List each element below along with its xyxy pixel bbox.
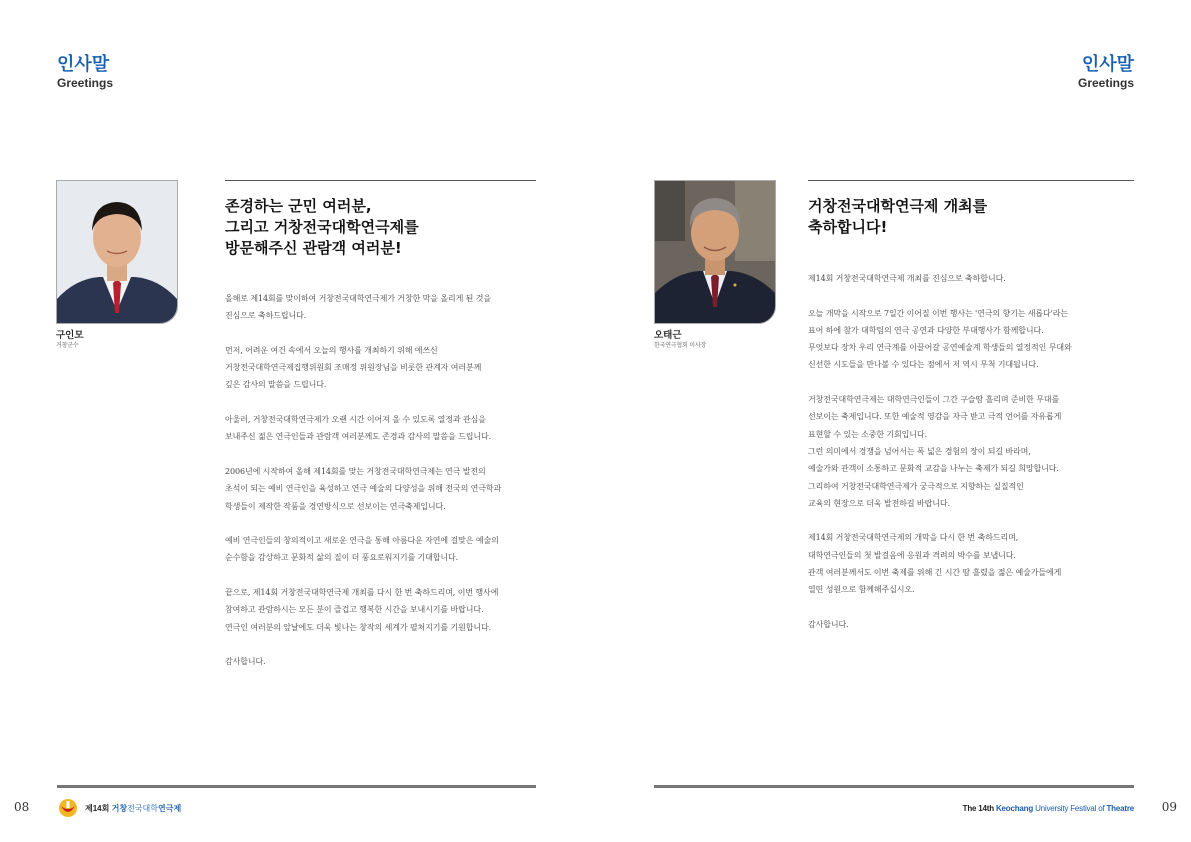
body-line: 올해로 제14회를 맞이하여 거창전국대학연극제가 거창한 막을 올리게 된 것을 — [225, 294, 491, 303]
heading-line: 거창전국대학연극제 개최를 — [808, 197, 988, 215]
body-line: 열띤 성원으로 함께해주십시오. — [808, 585, 915, 595]
greeting-heading — [808, 196, 987, 238]
body-line: 대학연극인들의 첫 발걸음에 응원과 격려의 박수를 보냅니다. — [808, 550, 1016, 560]
body-line: 관객 여러분께서도 이번 축제를 위해 긴 시간 땀 흘렸을 젊은 예술가들에게 — [808, 568, 1062, 578]
heading-line: 그리고 거창전국대학연극제를 — [225, 218, 419, 236]
heading-line: 방문해주신 관람객 여러분! — [225, 239, 402, 257]
footer-light: 전국대학 — [127, 803, 158, 813]
page-header — [57, 54, 113, 90]
footer-light: University Festival of — [1033, 804, 1107, 813]
body-line: 그리하여 거창전국대학연극제가 궁극적으로 지향하는 실질적인 — [808, 481, 1024, 491]
body-line: 제14회 거창전국대학연극제 개최를 진심으로 축하합니다. — [808, 274, 1006, 283]
footer-accent: 거창 — [111, 803, 128, 813]
footer-prefix: 제14회 — [85, 803, 110, 813]
left-page — [0, 0, 595, 842]
body-line: 연극인 여러분의 앞날에도 더욱 빛나는 창작의 세계가 펼쳐지기를 기원합니다. — [225, 622, 492, 632]
body-line: 순수함을 감상하고 문화적 삶의 질이 더 풍요로워지기를 기대합니다. — [225, 553, 459, 563]
body-paragraph — [808, 616, 1138, 633]
body-line: 교육의 현장으로 더욱 발전하길 바랍니다. — [808, 498, 950, 508]
right-page — [596, 0, 1191, 842]
top-rule — [225, 180, 536, 181]
festival-logo-icon — [57, 798, 79, 818]
header-title-en: Greetings — [1077, 76, 1134, 90]
body-line: 제14회 거창전국대학연극제의 개막을 다시 한 번 축하드리며, — [808, 533, 1019, 543]
body-line: 오늘 개막을 시작으로 7일간 이어질 이번 행사는 '연극의 향기는 새롭다'라는 — [808, 308, 1069, 318]
person-name: 구인모 — [56, 330, 84, 341]
body-line: 표현할 수 있는 소중한 기회입니다. — [808, 429, 928, 439]
body-line: 선보이는 축제입니다. 또한 예술적 영감을 자극 받고 극적 언어를 자유롭게 — [808, 412, 1062, 422]
body-line: 감사합니다. — [225, 657, 266, 667]
footer-accent: Keochang — [995, 804, 1034, 813]
festival-footer — [963, 804, 1134, 813]
header-title-ko: 인사말 — [57, 54, 110, 75]
body-line: 그런 의미에서 경쟁을 넘어서는 폭 넓은 경험의 장이 되길 바라며, — [808, 446, 1031, 456]
body-paragraph — [225, 653, 545, 670]
body-line: 끝으로, 제14회 거창전국대학연극제 개최를 다시 한 번 축하드리며, 이번 행사에 — [225, 588, 499, 598]
body-paragraph — [225, 463, 545, 515]
body-paragraph — [225, 342, 545, 394]
footer-prefix: The 14th — [962, 804, 996, 813]
body-line: 진심으로 축하드립니다. — [225, 311, 307, 321]
footer-title — [85, 803, 181, 814]
heading-line: 축하합니다! — [808, 218, 888, 236]
greeting-body — [808, 270, 1138, 651]
body-paragraph — [225, 290, 545, 325]
person-name: 오태근 — [654, 330, 682, 341]
body-line: 2006년에 시작하여 올해 제14회를 맞는 거창전국대학연극제는 연극 발전의 — [225, 466, 486, 476]
body-line: 감사합니다. — [808, 619, 849, 629]
body-paragraph — [225, 532, 545, 567]
header-title-en: Greetings — [57, 76, 114, 90]
body-line: 신선한 시도들을 만나볼 수 있다는 점에서 저 역시 무척 기대됩니다. — [808, 360, 1039, 370]
footer-suffix: Theatre — [1106, 804, 1134, 813]
body-line: 예술가와 관객이 소통하고 문화적 교감을 나누는 축제가 되길 희망합니다. — [808, 464, 1059, 474]
portrait-photo — [654, 180, 776, 324]
festival-footer — [57, 798, 181, 818]
bottom-rule — [654, 785, 1134, 788]
body-paragraph — [808, 270, 1138, 287]
body-line: 학생들이 제작한 작품을 경연방식으로 선보이는 연극축제입니다. — [225, 501, 446, 511]
body-line: 초석이 되는 예비 연극인을 육성하고 연극 예술의 다양성을 위해 전국의 연극학과 — [225, 484, 502, 494]
body-line: 무엇보다 장차 우리 연극계를 이끌어갈 공연예술계 학생들의 열정적인 무대와 — [808, 343, 1072, 353]
body-line: 표어 하에 참가 대학팀의 연극 공연과 다양한 부대행사가 함께합니다. — [808, 325, 1044, 335]
body-line: 보내주신 젊은 연극인들과 관람객 여러분께도 존경과 감사의 말씀을 드립니다. — [225, 432, 492, 442]
body-line: 참여하고 관람하시는 모든 분이 즐겁고 행복한 시간을 보내시기를 바랍니다. — [225, 605, 484, 615]
page-header — [1078, 54, 1134, 90]
body-line: 아울러, 거창전국대학연극제가 오랜 시간 이어져 올 수 있도록 열정과 관심을 — [225, 415, 486, 425]
body-line: 거창전국대학연극제는 대학연극인들이 그간 구슬땀 흘리며 준비한 무대를 — [808, 395, 1060, 405]
header-title-ko: 인사말 — [1081, 54, 1134, 75]
page-number: 08 — [14, 800, 30, 814]
heading-line: 존경하는 군민 여러분, — [225, 197, 372, 215]
footer-suffix: 연극제 — [157, 803, 182, 813]
greeting-body — [225, 290, 545, 688]
body-paragraph — [808, 305, 1138, 374]
body-paragraph — [225, 411, 545, 446]
bottom-rule — [57, 785, 536, 788]
person-title: 거창군수 — [56, 342, 79, 349]
portrait-figure — [57, 181, 177, 323]
body-paragraph — [808, 529, 1138, 598]
person-title: 한국연극협회 이사장 — [654, 342, 707, 349]
body-paragraph — [808, 391, 1138, 512]
portrait-photo — [56, 180, 178, 324]
body-line: 먼저, 어려운 여건 속에서 오늘의 행사를 개최하기 위해 애쓰신 — [225, 345, 438, 355]
body-line: 예비 연극인들의 창의적이고 새로운 연극을 통해 아름다운 자연에 걸맞은 예술의 — [225, 536, 499, 546]
body-paragraph — [225, 584, 545, 636]
body-line: 깊은 감사의 말씀을 드립니다. — [225, 380, 327, 390]
body-line: 거창전국대학연극제집행위원회 조매정 위원장님을 비롯한 관계자 여러분께 — [225, 363, 482, 373]
portrait-figure — [655, 181, 775, 323]
greeting-heading — [225, 196, 419, 259]
top-rule — [808, 180, 1134, 181]
page-number: 09 — [1161, 800, 1177, 814]
